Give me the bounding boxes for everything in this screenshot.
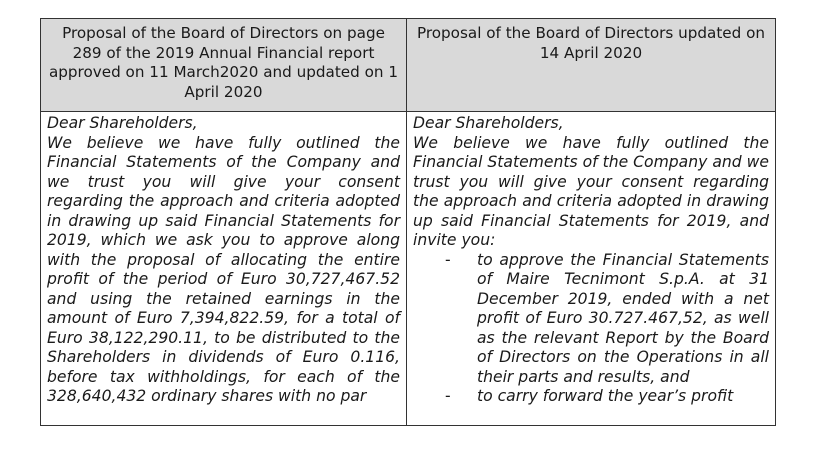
left-paragraph: We believe we have fully outlined the Financial Statements of the Company and we trust you will give your consent regarding the approach and criteria adopted in drawing up said Financial Statements for 2019, which we ask you to approve along with the proposal of allocating the entire profit of the period of Euro 30,727,467.52 and using the retained earnings in the amount of Euro 7,394,822.59, for a total of Euro 38,122,290.11, to be distributed to the Shareholders in dividends of Euro 0.116, before tax withholdings, for each of the 328,640,432 ordinary shares with no par (47, 133, 400, 405)
bullet-text: to approve the Financial Statements of Maire Tecnimont S.p.A. at 31 December 2019, ended with a net profit of Euro 30.727.467,52, as well as the relevant Report by the Board of Directors on the Operations in all their parts and results, and (477, 250, 769, 386)
right-salutation: Dear Shareholders, (413, 114, 564, 132)
left-column-body (41, 112, 407, 425)
right-column-header (407, 19, 775, 112)
bullet-item (413, 251, 769, 388)
bullet-item (413, 387, 769, 407)
bullet-text: to carry forward the year’s profit (477, 387, 734, 405)
left-column-header (41, 19, 407, 112)
left-salutation: Dear Shareholders, (47, 114, 198, 132)
left-header-text: Proposal of the Board of Directors on page 289 of the 2019 Annual Financial report approved on 11 March2020 and updated on 1 April 2020 (48, 24, 399, 101)
comparison-table (40, 18, 776, 426)
bullet-marker: - (445, 250, 451, 269)
bullet-marker: - (445, 387, 451, 405)
right-paragraph: We believe we have fully outlined the Financial Statements of the Company and we trust you will give your consent regarding the approach and criteria adopted in drawing up said Financial Statements for 2019, and invite you: (413, 133, 769, 249)
right-header-text: Proposal of the Board of Directors updated on 14 April 2020 (416, 24, 766, 62)
right-column-body (407, 112, 775, 425)
